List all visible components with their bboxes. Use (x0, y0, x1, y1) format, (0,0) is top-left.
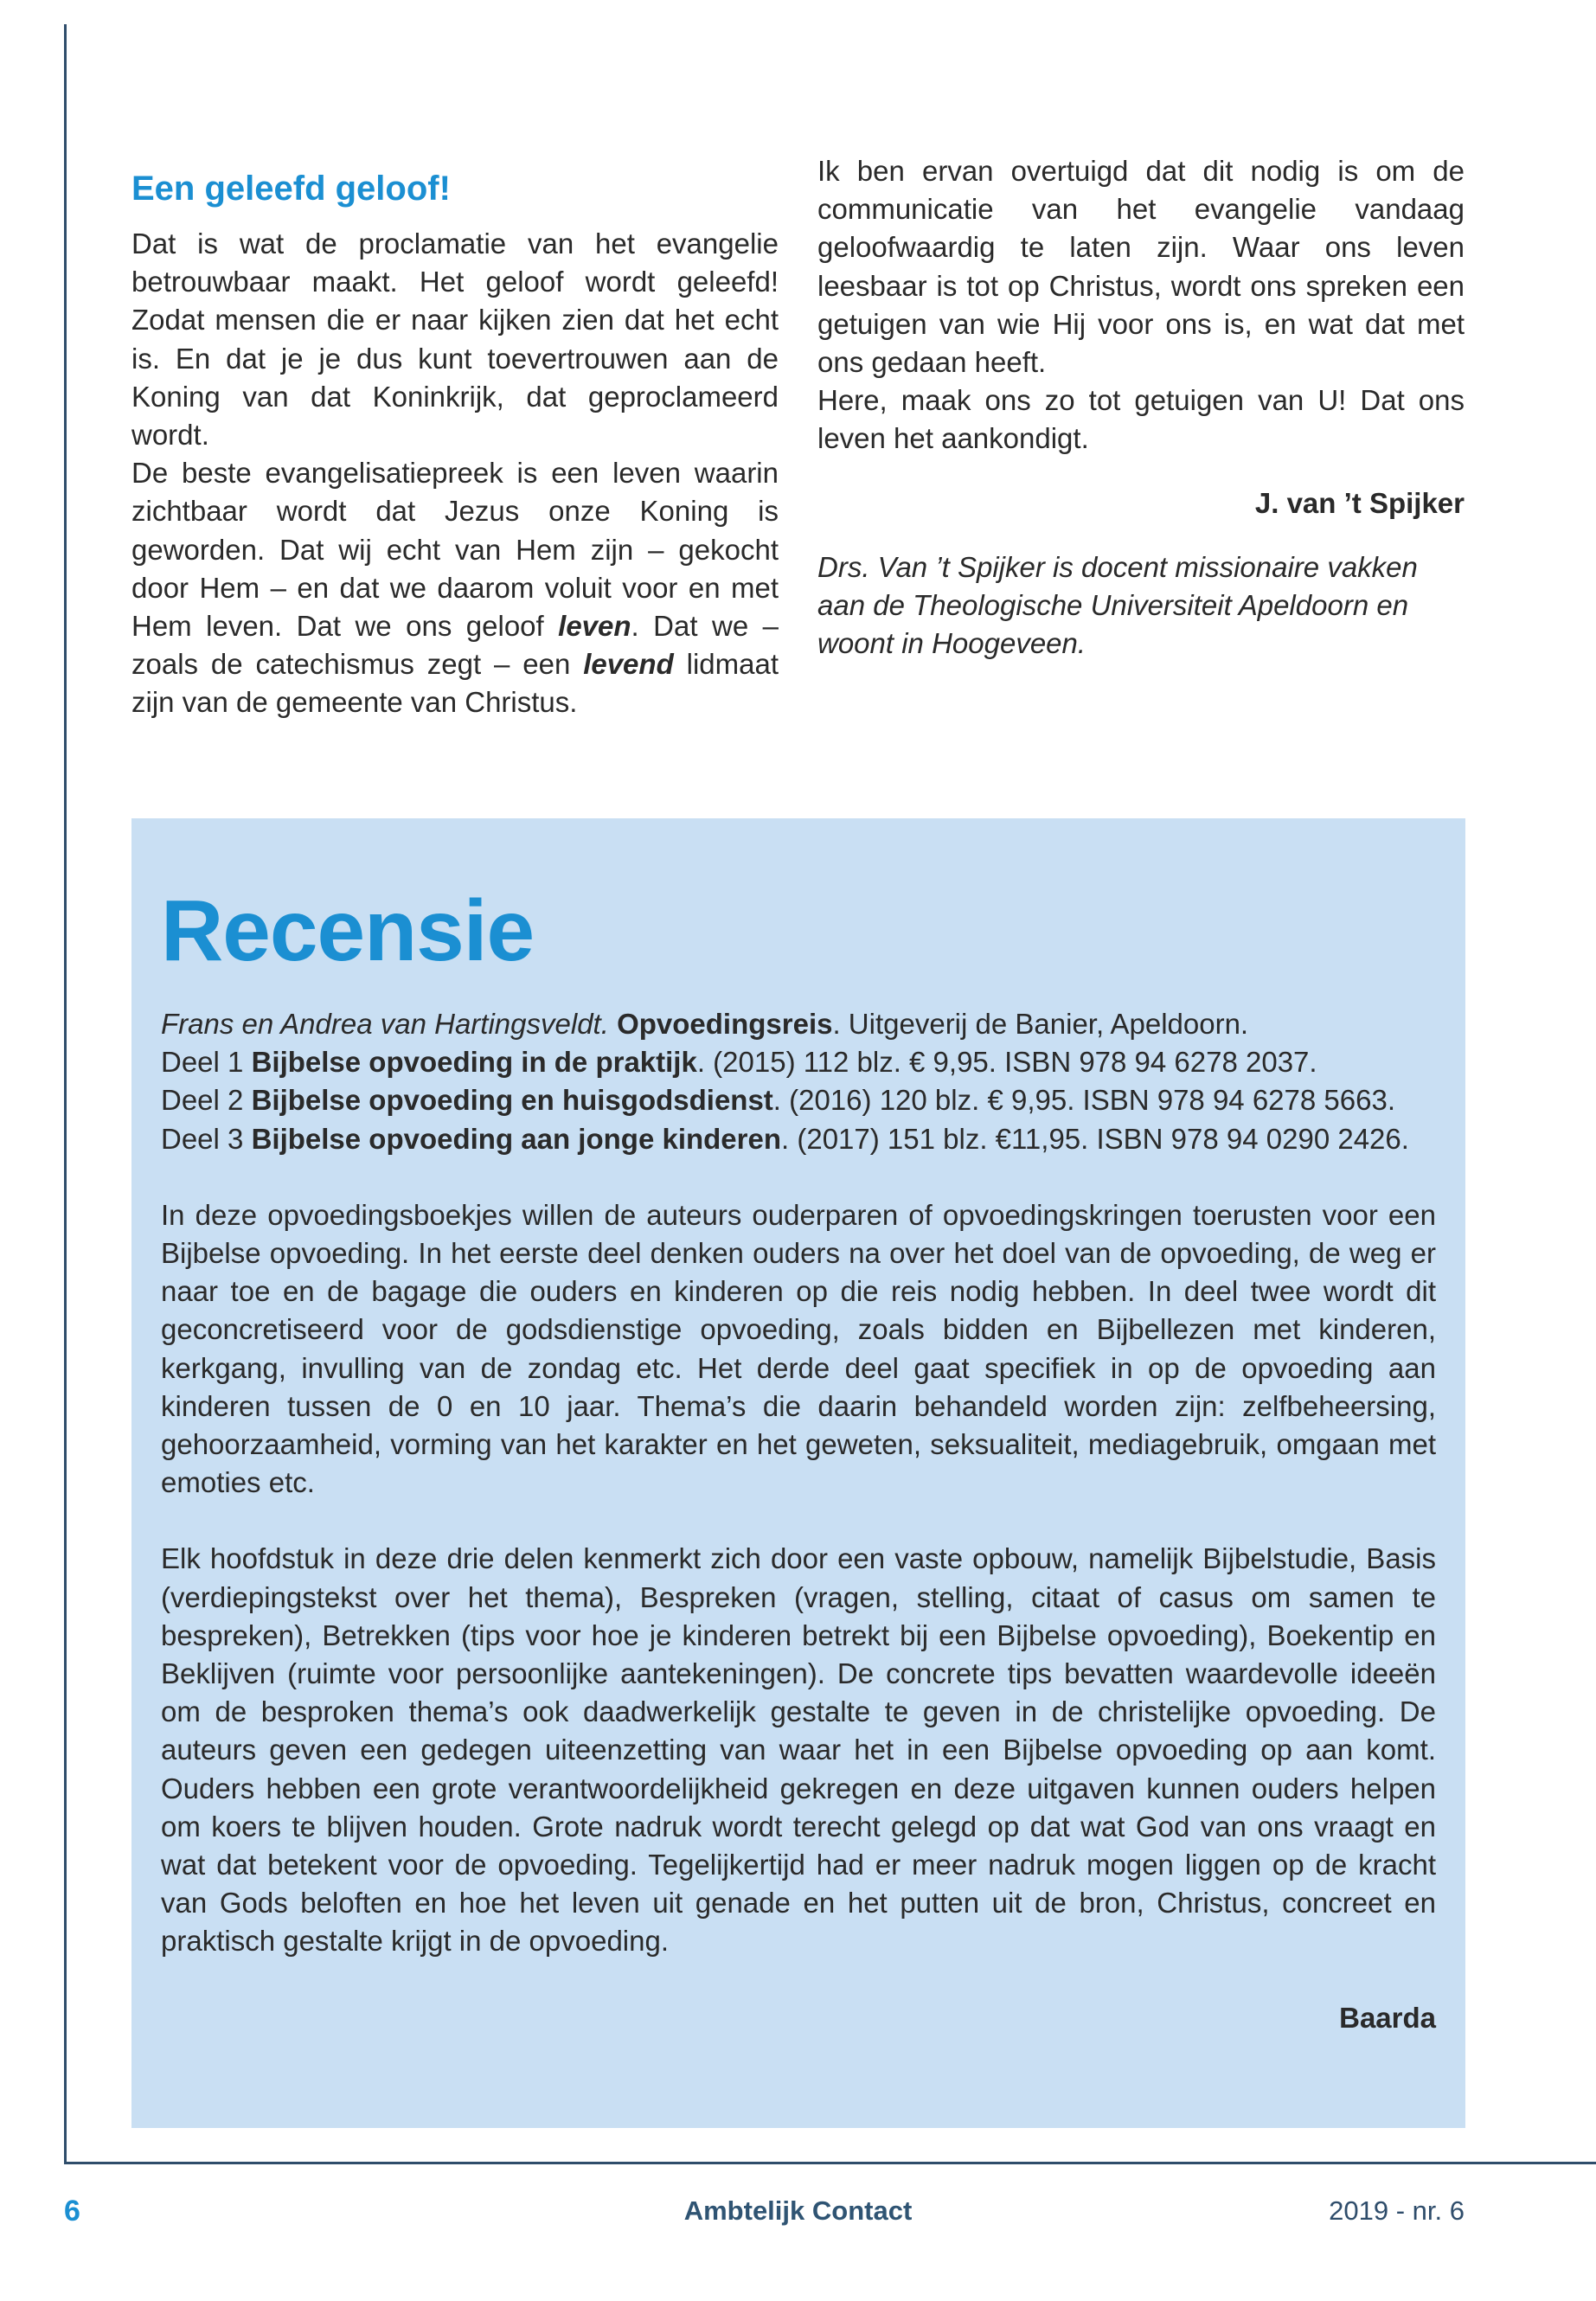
volume-title: Bijbelse opvoeding en huisgodsdienst (251, 1084, 773, 1117)
volume-line (161, 1120, 1436, 1158)
reference-authors: Frans en Andrea van Hartingsveldt. (161, 1008, 609, 1040)
emphasis-levend: levend (583, 648, 674, 681)
article-right-column (817, 152, 1465, 663)
volume-title: Bijbelse opvoeding aan jonge kinderen (251, 1122, 782, 1155)
volume-details: . (2016) 120 blz. € 9,95. ISBN 978 94 6278 5663. (772, 1084, 1395, 1117)
review-paragraph: In deze opvoedingsboekjes willen de auteurs ouderparen of opvoedingskringen toerusten voor een Bijbelse opvoeding. In het eerste deel denken ouders na over het doel van de opvoeding, de weg er naar toe en de bagage die ouders en kinderen op die reis nodig hebben. In deel twee wordt dit geconcretiseerd voor de godsdienstige opvoeding, zoals bidden en Bijbellezen met kinderen, kerkgang, invulling van de zondag etc. Het derde deel gaat specifiek in op de opvoeding aan kinderen tussen de 0 en 10 jaar. Thema’s die daarin behandeld worden zijn: zelfbeheersing, gehoorzaamheid, vorming van het karakter en het geweten, seksualiteit, mediagebruik, omgaan met emoties etc. (161, 1198, 1436, 1499)
text-run: lidmaat zijn van de gemeente van Christus. (131, 648, 779, 719)
reference-publisher: . Uitgeverij de Banier, Apeldoorn. (832, 1008, 1249, 1040)
volume-prefix: Deel 1 (161, 1046, 252, 1079)
margin-rule-horizontal (64, 2162, 1596, 2164)
author-note: Drs. Van ’t Spijker is docent missionaire vakken aan de Theologische Universiteit Apeldoorn en woont in Hoogeveen. (817, 550, 1418, 660)
article-heading: Een geleefd geloof! (131, 170, 451, 208)
issue-label: 2019 - nr. 6 (1329, 2195, 1465, 2226)
reference-line (161, 1005, 1436, 1043)
review-box (131, 818, 1465, 2128)
volume-details: . (2015) 112 blz. € 9,95. ISBN 978 94 6278 2037. (696, 1046, 1317, 1079)
volume-details: . (2017) 151 blz. €11,95. ISBN 978 94 0290 2426. (781, 1122, 1409, 1155)
volume-prefix: Deel 2 (161, 1084, 252, 1117)
volume-prefix: Deel 3 (161, 1122, 252, 1155)
emphasis-leven: leven (558, 610, 631, 643)
volume-line (161, 1081, 1436, 1119)
magazine-title: Ambtelijk Contact (683, 2195, 913, 2226)
article-signature: J. van ’t Spijker (1254, 486, 1465, 519)
review-body (161, 1196, 1436, 2037)
review-heading: Recensie (161, 882, 535, 979)
article-paragraph (131, 454, 779, 721)
margin-rule-vertical (64, 24, 67, 2164)
text-run: De beste evangelisatiepreek is een leven waarin zichtbaar wordt dat Jezus onze Koning is geworden. Dat wij echt van Hem zijn – gekocht door Hem – en dat we daarom voluit voor en met Hem leven. Dat we ons geloof (131, 457, 779, 643)
article-paragraph: Ik ben ervan overtuigd dat dit nodig is om de communicatie van het evangelie vandaag geloofwaardig te laten zijn. Waar ons leven leesbaar is tot op Christus, wordt ons spreken een getuigen van wie Hij voor ons is, en wat dat met ons gedaan heeft. (817, 155, 1465, 379)
review-references (161, 1005, 1436, 1158)
page-number: 6 (64, 2195, 80, 2227)
reference-series: Opvoedingsreis (617, 1008, 833, 1040)
article-paragraph: Here, maak ons zo tot getuigen van U! Dat ons leven het aankondigt. (817, 384, 1465, 455)
volume-line (161, 1043, 1436, 1081)
article-left-column (131, 154, 779, 722)
article-paragraph: Dat is wat de proclamatie van het evangelie betrouwbaar maakt. Het geloof wordt geleefd! Zodat mensen die er naar kijken zien dat het echt is. En dat je je dus kunt toevertrouwen aan de Koning van dat Koninkrijk, dat geproclameerd wordt. (131, 228, 779, 452)
review-content (161, 879, 1436, 2037)
text-run: . Dat we – zoals de catechismus zegt – een (131, 610, 779, 681)
review-signature: Baarda (1339, 2001, 1436, 2034)
review-paragraph: Elk hoofdstuk in deze drie delen kenmerkt zich door een vaste opbouw, namelijk Bijbelstudie, Basis (verdiepingstekst over het thema), Bespreken (vragen, stelling, citaat of casus om samen te bespreken), Betrekken (tips voor hoe je kinderen betrekt bij een Bijbelse opvoeding), Boekentip en Beklijven (ruimte voor persoonlijke aantekeningen). De concrete tips bevatten waardevolle ideeën om de besproken thema’s ook daadwerkelijk gestalte te geven in de christelijke opvoeding. De auteurs geven een gedegen uiteenzetting van waar het in een Bijbelse opvoeding op aan komt. Ouders hebben een grote verantwoordelijkheid gekregen en deze uitgaven kunnen ouders helpen om koers te blijven houden. Grote nadruk wordt terecht gelegd op dat wat God van ons vraagt en wat dat betekent voor de opvoeding. Tegelijkertijd had er meer nadruk mogen liggen op de kracht van Gods beloften en hoe het leven uit genade en het putten uit de bron, Christus, concreet en praktisch gestalte krijgt in de opvoeding. (161, 1542, 1436, 1958)
volume-title: Bijbelse opvoeding in de praktijk (251, 1046, 697, 1079)
